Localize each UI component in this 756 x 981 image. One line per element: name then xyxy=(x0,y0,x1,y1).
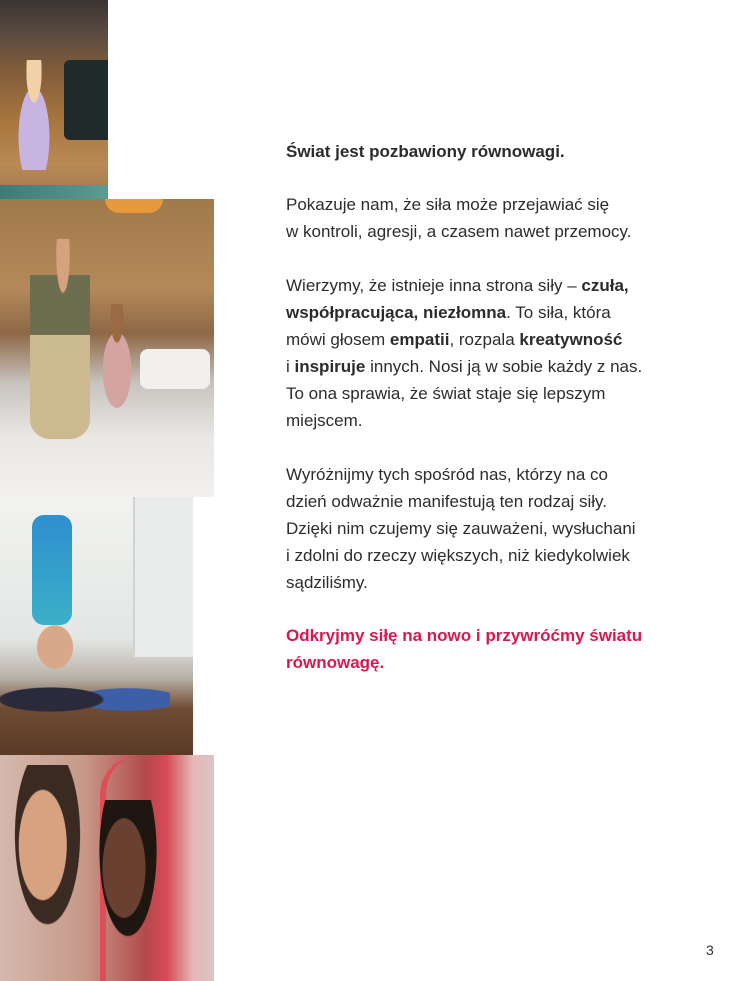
text-span: i xyxy=(286,357,295,376)
emphasis: współpracująca, niezłomna xyxy=(286,303,507,322)
text-line: sądziliśmy. xyxy=(286,573,368,592)
text-line: dzień odważnie manifestują ten rodzaj siły. xyxy=(286,492,607,511)
girl-ballet-photo xyxy=(0,0,108,220)
paragraph-belief xyxy=(286,272,666,434)
text-line xyxy=(286,326,666,353)
text-line: Pokazuje nam, że siła może przejawiać się xyxy=(286,195,610,214)
text-line xyxy=(286,299,666,326)
text-span: Wierzymy, że istnieje inna strona siły – xyxy=(286,276,582,295)
emphasis: empatii xyxy=(389,330,450,349)
text-span: . To siła, która xyxy=(506,303,611,322)
emphasis: inspiruje xyxy=(294,357,366,376)
text-line: miejscem. xyxy=(286,411,363,430)
two-women-smiling-photo xyxy=(0,755,214,981)
page-number: 3 xyxy=(706,942,714,958)
text-line xyxy=(286,272,666,299)
emphasis: czuła, xyxy=(581,276,629,295)
text-line: równowagę. xyxy=(286,653,385,672)
text-span: innych. Nosi ją w sobie każdy z nas. xyxy=(365,357,643,376)
yoga-group-photo xyxy=(0,497,193,755)
text-line: Wyróżnijmy tych spośród nas, którzy na co xyxy=(286,465,609,484)
text-line: w kontroli, agresji, a czasem nawet przemocy. xyxy=(286,222,632,241)
text-line: To ona sprawia, że świat staje się lepszym xyxy=(286,384,606,403)
text-span: , rozpala xyxy=(449,330,520,349)
text-line: Odkryjmy siłę na nowo i przywróćmy światu xyxy=(286,626,643,645)
heading: Świat jest pozbawiony równowagi. xyxy=(286,142,565,161)
father-child-bed-photo xyxy=(0,199,214,497)
text-span: mówi głosem xyxy=(286,330,390,349)
paragraph-intro xyxy=(286,191,666,245)
closing-statement xyxy=(286,622,666,676)
text-line: i zdolni do rzeczy większych, niż kiedykolwiek xyxy=(286,546,630,565)
paragraph-call xyxy=(286,461,666,596)
text-line xyxy=(286,353,666,380)
text-line: Dzięki nim czujemy się zauważeni, wysłuchani xyxy=(286,519,636,538)
emphasis: kreatywność xyxy=(519,330,623,349)
